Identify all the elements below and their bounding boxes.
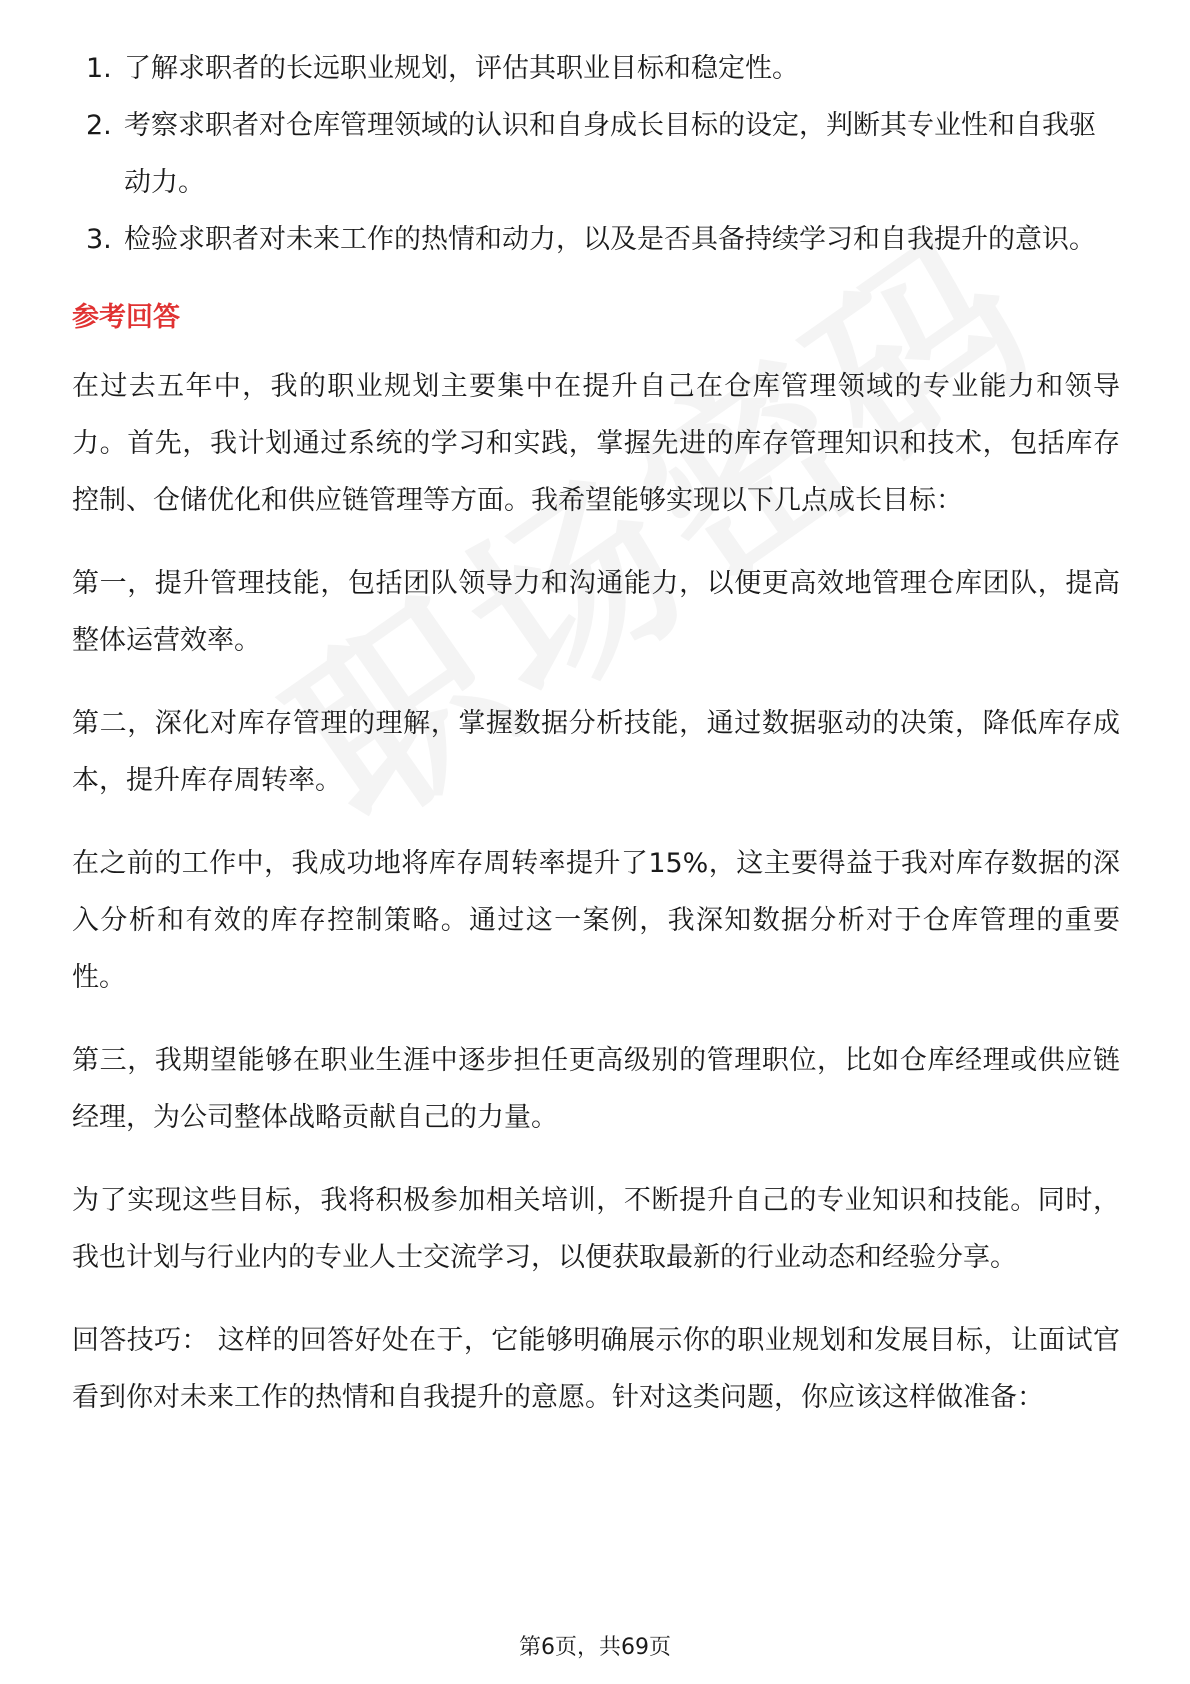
list-item-number: 2. xyxy=(86,110,112,141)
list-item-text: 考察求职者对仓库管理领域的认识和自身成长目标的设定，判断其专业性和自我驱动力。 xyxy=(124,110,1096,198)
answer-paragraph: 第一，提升管理技能，包括团队领导力和沟通能力，以便更高效地管理仓库团队，提高整体运营效率。 xyxy=(72,568,1120,656)
list-item xyxy=(72,97,1120,211)
reference-answer-heading: 参考回答 xyxy=(72,302,180,333)
answer-paragraph: 在之前的工作中，我成功地将库存周转率提升了15%，这主要得益于我对库存数据的深入分析和有效的库存控制策略。通过这一案例，我深知数据分析对于仓库管理的重要性。 xyxy=(72,848,1120,993)
answer-paragraph: 为了实现这些目标，我将积极参加相关培训，不断提升自己的专业知识和技能。同时，我也计划与行业内的专业人士交流学习，以便获取最新的行业动态和经验分享。 xyxy=(72,1185,1120,1273)
list-item-number: 3. xyxy=(86,224,112,255)
list-item-number: 1. xyxy=(86,53,112,84)
page-number-footer: 第6页，共69页 xyxy=(519,1635,671,1660)
intent-list xyxy=(72,40,1120,268)
answer-tips-paragraph: 回答技巧： 这样的回答好处在于，它能够明确展示你的职业规划和发展目标，让面试官看到你对未来工作的热情和自我提升的意愿。针对这类问题，你应该这样做准备： xyxy=(72,1325,1120,1413)
list-item xyxy=(72,211,1120,268)
answer-paragraph: 在过去五年中，我的职业规划主要集中在提升自己在仓库管理领域的专业能力和领导力。首先，我计划通过系统的学习和实践，掌握先进的库存管理知识和技术，包括库存控制、仓储优化和供应链管理等方面。我希望能够实现以下几点成长目标： xyxy=(72,371,1120,516)
answer-paragraph: 第二，深化对库存管理的理解，掌握数据分析技能，通过数据驱动的决策，降低库存成本，提升库存周转率。 xyxy=(72,708,1120,796)
page-content xyxy=(72,40,1120,1452)
list-item xyxy=(72,40,1120,97)
list-item-text: 检验求职者对未来工作的热情和动力，以及是否具备持续学习和自我提升的意识。 xyxy=(124,224,1096,255)
answer-paragraph: 第三，我期望能够在职业生涯中逐步担任更高级别的管理职位，比如仓库经理或供应链经理，为公司整体战略贡献自己的力量。 xyxy=(72,1045,1120,1133)
list-item-text: 了解求职者的长远职业规划，评估其职业目标和稳定性。 xyxy=(124,53,799,84)
